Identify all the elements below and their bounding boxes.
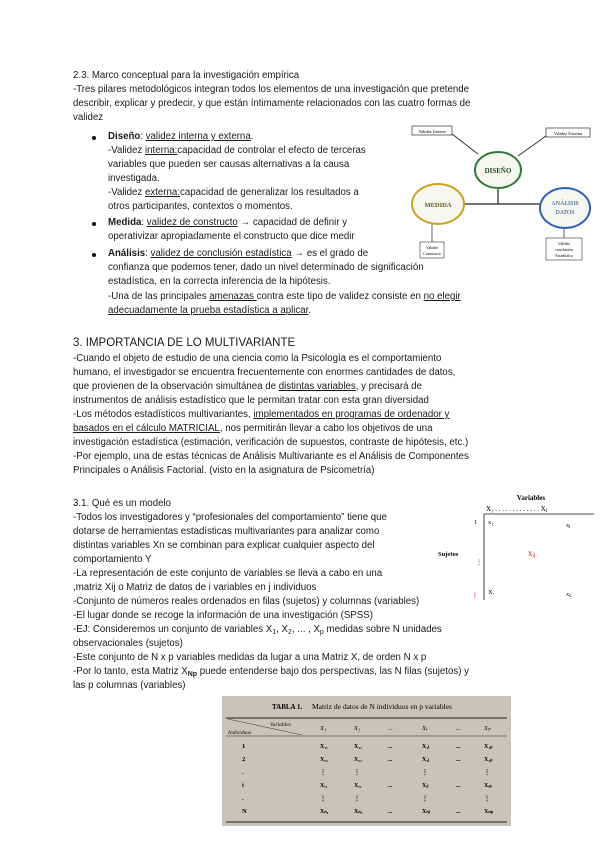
table-cell: ⋮ — [354, 796, 360, 802]
paragraph-line: investigada. — [108, 173, 160, 184]
paragraph-line: observacionales (sujetos) — [73, 638, 183, 649]
matrix-cell-center: xᵢⱼ — [528, 548, 536, 558]
matrix-cell-bottom-right: xᵢⱼ — [566, 591, 572, 598]
table-header-cell: ... — [388, 725, 393, 732]
svg-text:conclusión: conclusión — [555, 247, 573, 252]
paragraph-line: -Los métodos estadísticos multivariantes, implementados en programas de ordenador y — [73, 409, 450, 420]
table-cell: ... — [456, 757, 461, 763]
paragraph-line: ,matriz Xij o Matriz de datos de i variables en j individuos — [73, 582, 317, 593]
table-cell: Xᵢ₂ — [354, 783, 362, 789]
table-header-cell: X₂ — [354, 725, 361, 732]
table-cell: Xᵢⱼ — [422, 783, 429, 789]
bullet-icon — [92, 222, 96, 226]
paragraph-line: -Conjunto de números reales ordenados en filas (sujetos) y columnas (variables) — [73, 596, 420, 607]
table-row — [242, 782, 492, 789]
bullet-diseno: Diseño: validez interna y externa. — [108, 131, 254, 142]
paragraph-line: variables que pueden ser causas alternativas a la causa — [108, 159, 350, 170]
paragraph-line: otros participantes, contextos o momentos. — [108, 201, 293, 212]
bullet-icon — [92, 253, 96, 257]
paragraph-line: humano, el investigador se encuentra frecuentemente con enormes cantidades de datos, — [73, 367, 456, 378]
table-cell: X₂ⱼ — [422, 757, 430, 763]
validity-diagram — [410, 124, 595, 262]
table-cell: X₁₂ — [354, 744, 362, 750]
paragraph-line: -Tres pilares metodológicos integran todos los elementos de una investigación que pretende — [73, 84, 469, 95]
matrix-rows-label: Sujetos — [438, 551, 459, 558]
paragraph-line: basados en el cálculo MATRICIAL, nos permitirán llevar a cabo los objetivos de una — [73, 423, 433, 434]
tag-validez-externa — [546, 128, 590, 137]
table-cell: ⋮ — [484, 796, 490, 802]
table-row-id: 2 — [242, 756, 246, 763]
tag-validez-constructo — [420, 242, 444, 258]
paragraph-line: las p columnas (variables) — [73, 680, 186, 691]
table-header-cell: ... — [456, 725, 461, 732]
paragraph-line: -Cuando el objeto de estudio de una ciencia como la Psicología es el comportamiento — [73, 353, 442, 364]
table-cell: ⋮ — [354, 770, 360, 776]
table-cell: Xᵢ₁ — [320, 783, 328, 789]
bullet-icon — [92, 136, 96, 140]
matrix-cell-bottom-left: Xᵢ — [488, 589, 494, 596]
table-cell: ... — [456, 809, 461, 815]
table-row-id: N — [242, 808, 247, 815]
paragraph-line: -Por lo tanto, esta Matriz $X_{Np}$ puede entenderse bajo dos perspectivas, las N filas (sujetos) y — [73, 666, 469, 678]
svg-text:ANÁLISIS: ANÁLISIS — [551, 201, 579, 207]
bullet-medida: Medida: validez de constructo → capacidad de definir y — [108, 217, 348, 228]
table-cell: ... — [456, 783, 461, 789]
table-header-row — [319, 725, 491, 732]
arrow-line — [452, 134, 478, 154]
table-row-id: . — [242, 795, 244, 802]
paragraph-line: instrumentos de análisis estadístico que le permitan tratar con esta gran diversidad — [73, 395, 429, 406]
section-3-heading: 3. IMPORTANCIA DE LO MULTIVARIANTE — [73, 337, 296, 349]
paragraph-line: -Por ejemplo, una de estas técnicas de Análisis Multivariante es el Análisis de Componentes — [73, 451, 469, 462]
paragraph-line: que provienen de la observación simultánea de distintas variables, y precisará de — [73, 381, 422, 392]
matrix-row-j: j — [474, 591, 476, 598]
table-cell: ⋮ — [320, 770, 326, 776]
paragraph-line: comportamiento Y — [73, 554, 152, 565]
paragraph-line: -EJ: Consideremos un conjunto de variables $X_1$, $X_2$, ... , $X_p$ medidas sobre N unidades — [73, 624, 442, 636]
tag-validez-conclusion — [546, 238, 582, 260]
table-caption-number: TABLA 1. — [272, 703, 303, 711]
svg-text:Validez Externa: Validez Externa — [553, 131, 583, 136]
svg-text:⋮: ⋮ — [476, 560, 482, 566]
paragraph-line: -El lugar donde se recoge la información de una investigación (SPSS) — [73, 610, 373, 621]
table-header-cell: Xₚ — [484, 725, 491, 732]
table-cell: X₂₁ — [320, 757, 328, 763]
svg-text:Constructo: Constructo — [423, 251, 441, 256]
table-body — [242, 743, 494, 815]
paragraph-line: -La representación de este conjunto de variables se lleva a cabo en una — [73, 568, 383, 579]
table-cell: ... — [388, 783, 393, 789]
validez-interna-line: -Validez interna:capacidad de controlar el efecto de terceras — [108, 145, 366, 156]
tag-validez-interna — [412, 126, 452, 135]
table-row — [242, 743, 493, 750]
svg-text:MEDIDA: MEDIDA — [424, 202, 452, 209]
table-cell: X₂₂ — [354, 757, 362, 763]
table-row-id: 1 — [242, 743, 246, 750]
paragraph-line: investigación estadística (estimación, verificación de supuestos, contraste de hipótesis, etc.) — [73, 437, 469, 448]
table-cell: ⋮ — [484, 770, 490, 776]
paragraph-line: validez — [73, 112, 104, 123]
table-row — [242, 808, 494, 815]
diseno-label: Diseño — [108, 131, 141, 142]
table-cell: Xₙ₂ — [354, 809, 363, 815]
table-corner-bottom: Individuos — [228, 730, 252, 736]
table-cell: ... — [456, 744, 461, 750]
section-3-1-heading: 3.1. Qué es un modelo — [73, 498, 172, 509]
table-cell: Xₙₚ — [484, 809, 494, 815]
table-cell: ⋮ — [320, 796, 326, 802]
paragraph-line: estadística, en la correcta inferencia de la hipótesis. — [108, 276, 331, 287]
matrix-cell-top-right: xⱼ — [566, 522, 571, 529]
table-cell: X₁₁ — [320, 744, 328, 750]
table-row — [242, 795, 490, 802]
table-cell: ... — [388, 809, 393, 815]
table-cell: ⋮ — [422, 770, 428, 776]
paragraph-line: operativizar apropiadamente el constructo que dice medir — [108, 231, 355, 242]
table-header-cell: X₁ — [320, 725, 327, 732]
paragraph-line: describir, explicar y predecir, y que están íntimamente relacionados con las cuatro formas de — [73, 98, 471, 109]
bullet-analisis: Análisis: validez de conclusión estadística → es el grado de — [108, 248, 369, 259]
table-row — [242, 756, 493, 763]
node-analisis-datos — [540, 188, 590, 228]
diseno-end: . — [250, 131, 254, 142]
svg-text:Validez: Validez — [426, 245, 438, 250]
table-cell: X₁ⱼ — [422, 744, 430, 750]
table-header-cell: Xⱼ — [422, 725, 428, 732]
table-corner-top: Variables — [270, 722, 291, 728]
data-table — [222, 696, 511, 826]
matrix-row-1: 1 — [474, 519, 478, 526]
matrix-title: Variables — [516, 494, 546, 502]
paragraph-line: Principales o Análisis Factorial. (visto en la asignatura de Psicometría) — [73, 465, 375, 476]
data-table-image — [222, 696, 511, 826]
table-cell: Xᵢₚ — [484, 783, 492, 789]
matrix-col-range: X₁ . . . . . . . . . . . . . Xⱼ — [486, 505, 548, 513]
table-cell: ⋮ — [422, 796, 428, 802]
svg-text:Validez Interna: Validez Interna — [418, 129, 446, 134]
paragraph-line: distintas variables Xn se combinan para explicar cualquier aspecto del — [73, 540, 375, 551]
svg-text:DATOS: DATOS — [555, 210, 575, 216]
amenaza-line: -Una de las principales amenazas contra este tipo de validez consiste en no elegir — [108, 291, 461, 302]
table-cell: X₂ₚ — [484, 757, 493, 763]
table-row-id: . — [242, 769, 244, 776]
table-caption: Matriz de datos de N individuos en p variables — [312, 702, 452, 711]
amenaza-line-2: adecuadamente la prueba estadística a aplicar. — [108, 305, 312, 316]
svg-text:Estadística: Estadística — [555, 253, 573, 258]
table-cell: ... — [388, 744, 393, 750]
table-cell: X₁ₚ — [484, 744, 493, 750]
arrow-line — [518, 136, 546, 156]
diseno-text: validez interna y externa — [145, 131, 251, 142]
table-cell: Xₙⱼ — [422, 809, 430, 815]
matrix-schematic — [436, 492, 598, 607]
node-diseno — [475, 152, 521, 188]
paragraph-line: -Este conjunto de N x p variables medidas da lugar a una Matriz X, de orden N x p — [73, 652, 427, 663]
table-cell: ... — [388, 757, 393, 763]
svg-text:DISEÑO: DISEÑO — [484, 167, 512, 175]
paragraph-line: confianza que podemos tener, dado un nivel determinado de significación — [108, 262, 424, 273]
matrix-cell-top-left: x₁ — [488, 519, 494, 526]
paragraph-line: -Todos los investigadores y “profesionales del comportamiento” tiene que — [73, 512, 387, 523]
table-cell: Xₙ₁ — [320, 809, 329, 815]
table-row — [242, 769, 490, 776]
table-row-id: i — [242, 782, 244, 789]
paragraph-line: dotarse de herramientas estadísticas multivariantes para analizar como — [73, 526, 380, 537]
node-medida — [412, 184, 464, 224]
validez-externa-line: -Validez externa:capacidad de generalizar los resultados a — [108, 187, 359, 198]
svg-text:Validez: Validez — [558, 241, 570, 246]
section-2-3-heading: 2.3. Marco conceptual para la investigación empírica — [73, 70, 300, 81]
